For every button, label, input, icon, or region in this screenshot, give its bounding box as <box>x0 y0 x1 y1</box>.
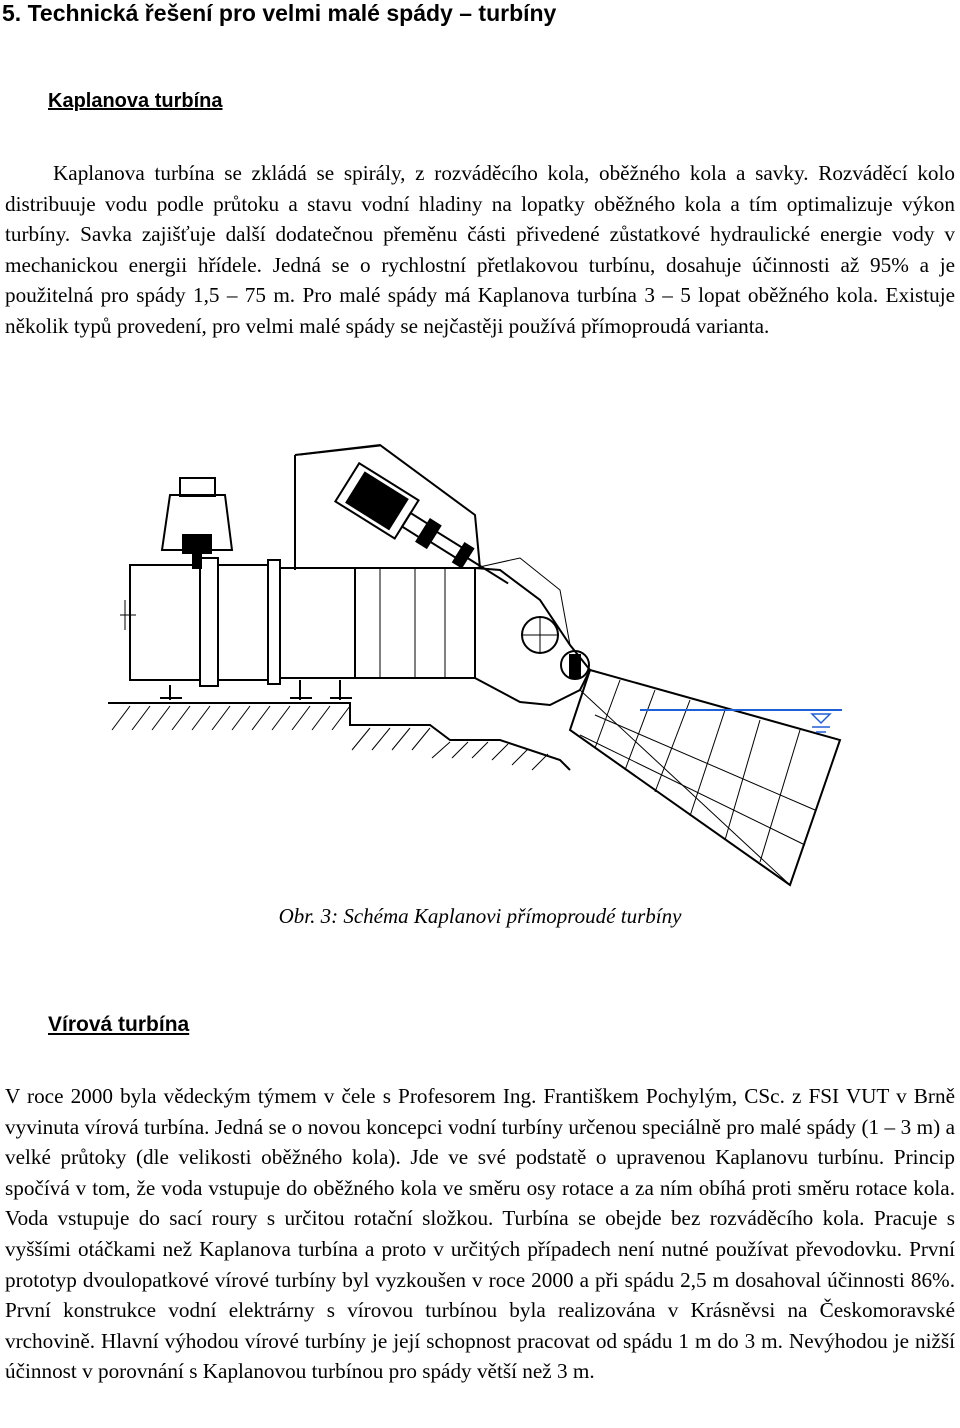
paragraph-kaplan: Kaplanova turbína se zkládá se spirály, z rozváděcího kola, oběžného kola a savky. Rozváděcí kolo distribuuje vodu podle průtoku a stavu vodní hladiny na lopatky oběžného kola a tím optimalizuje výkon turbíny. Savka zajišťuje další dodatečnou přeměnu části přivedené zůstatkové hydraulické energie vody v mechanickou energii hřídele. Jedná se o rychlostní přetlakovou turbínu, dosahuje účinnosti až 95% a je použitelná pro spády 1,5 – 75 m. Pro malé spády má Kaplanova turbína 3 – 5 lopat oběžného kola. Existuje několik typů provedení, pro velmi malé spády se nejčastěji používá přímoproudá varianta. <box>5 161 955 338</box>
kaplan-turbine-diagram <box>100 440 860 890</box>
gate-operator <box>162 478 232 568</box>
turbine-runner <box>475 558 590 705</box>
paragraph-virova: V roce 2000 byla vědeckým týmem v čele s Profesorem Ing. Františkem Pochylým, CSc. z FSI VUT v Brně vyvinuta vírová turbína. Jedná se o novou koncepci vodní turbíny určenou speciálně pro malé spády (1 – 3 m) a velké průtoky (dle velikosti oběžného kola). Jde ve své podstatě o upravenou Kaplanovu turbínu. Princip spočívá v tom, že voda vstupuje do oběžného kola ve směru osy rotace a za ním obíhá proti směru rotace kola. Voda vstupuje do sací roury s určitou rotační složkou. Turbína se obejde bez rozváděcího kola. Pracuje s vyššími otáčkami než Kaplanova turbína a proto v určitých případech není nutné používat převodovku. První prototyp dvoulopatkové vírové turbíny byl vyzkoušen v roce 2000 a při spádu 2,5 m dosahoval účinnosti 86%. První konstrukce vodní elektrárny s vírovou turbínou byla realizována v Krásněvsi na Českomoravské vrchovině. Hlavní výhodou vírové turbíny je její schopnost pracovat od spádu 1 m do 3 m. Nevýhodou je nižší účinnost v porovnání s Kaplanovou turbínou pro spády větší než 3 m. <box>5 1084 955 1384</box>
generator <box>335 463 520 602</box>
section-heading-virova: Vírová turbína <box>48 1013 190 1036</box>
foundation-hatch <box>108 703 570 770</box>
chapter-title: 5. Technická řešení pro velmi malé spády – turbíny <box>2 0 557 26</box>
draft-tube <box>570 670 840 885</box>
figure-caption: Obr. 3: Schéma Kaplanovi přímoproudé turbíny <box>278 904 682 928</box>
section-heading-kaplan: Kaplanova turbína <box>48 90 223 112</box>
intake-pipe <box>120 558 475 700</box>
